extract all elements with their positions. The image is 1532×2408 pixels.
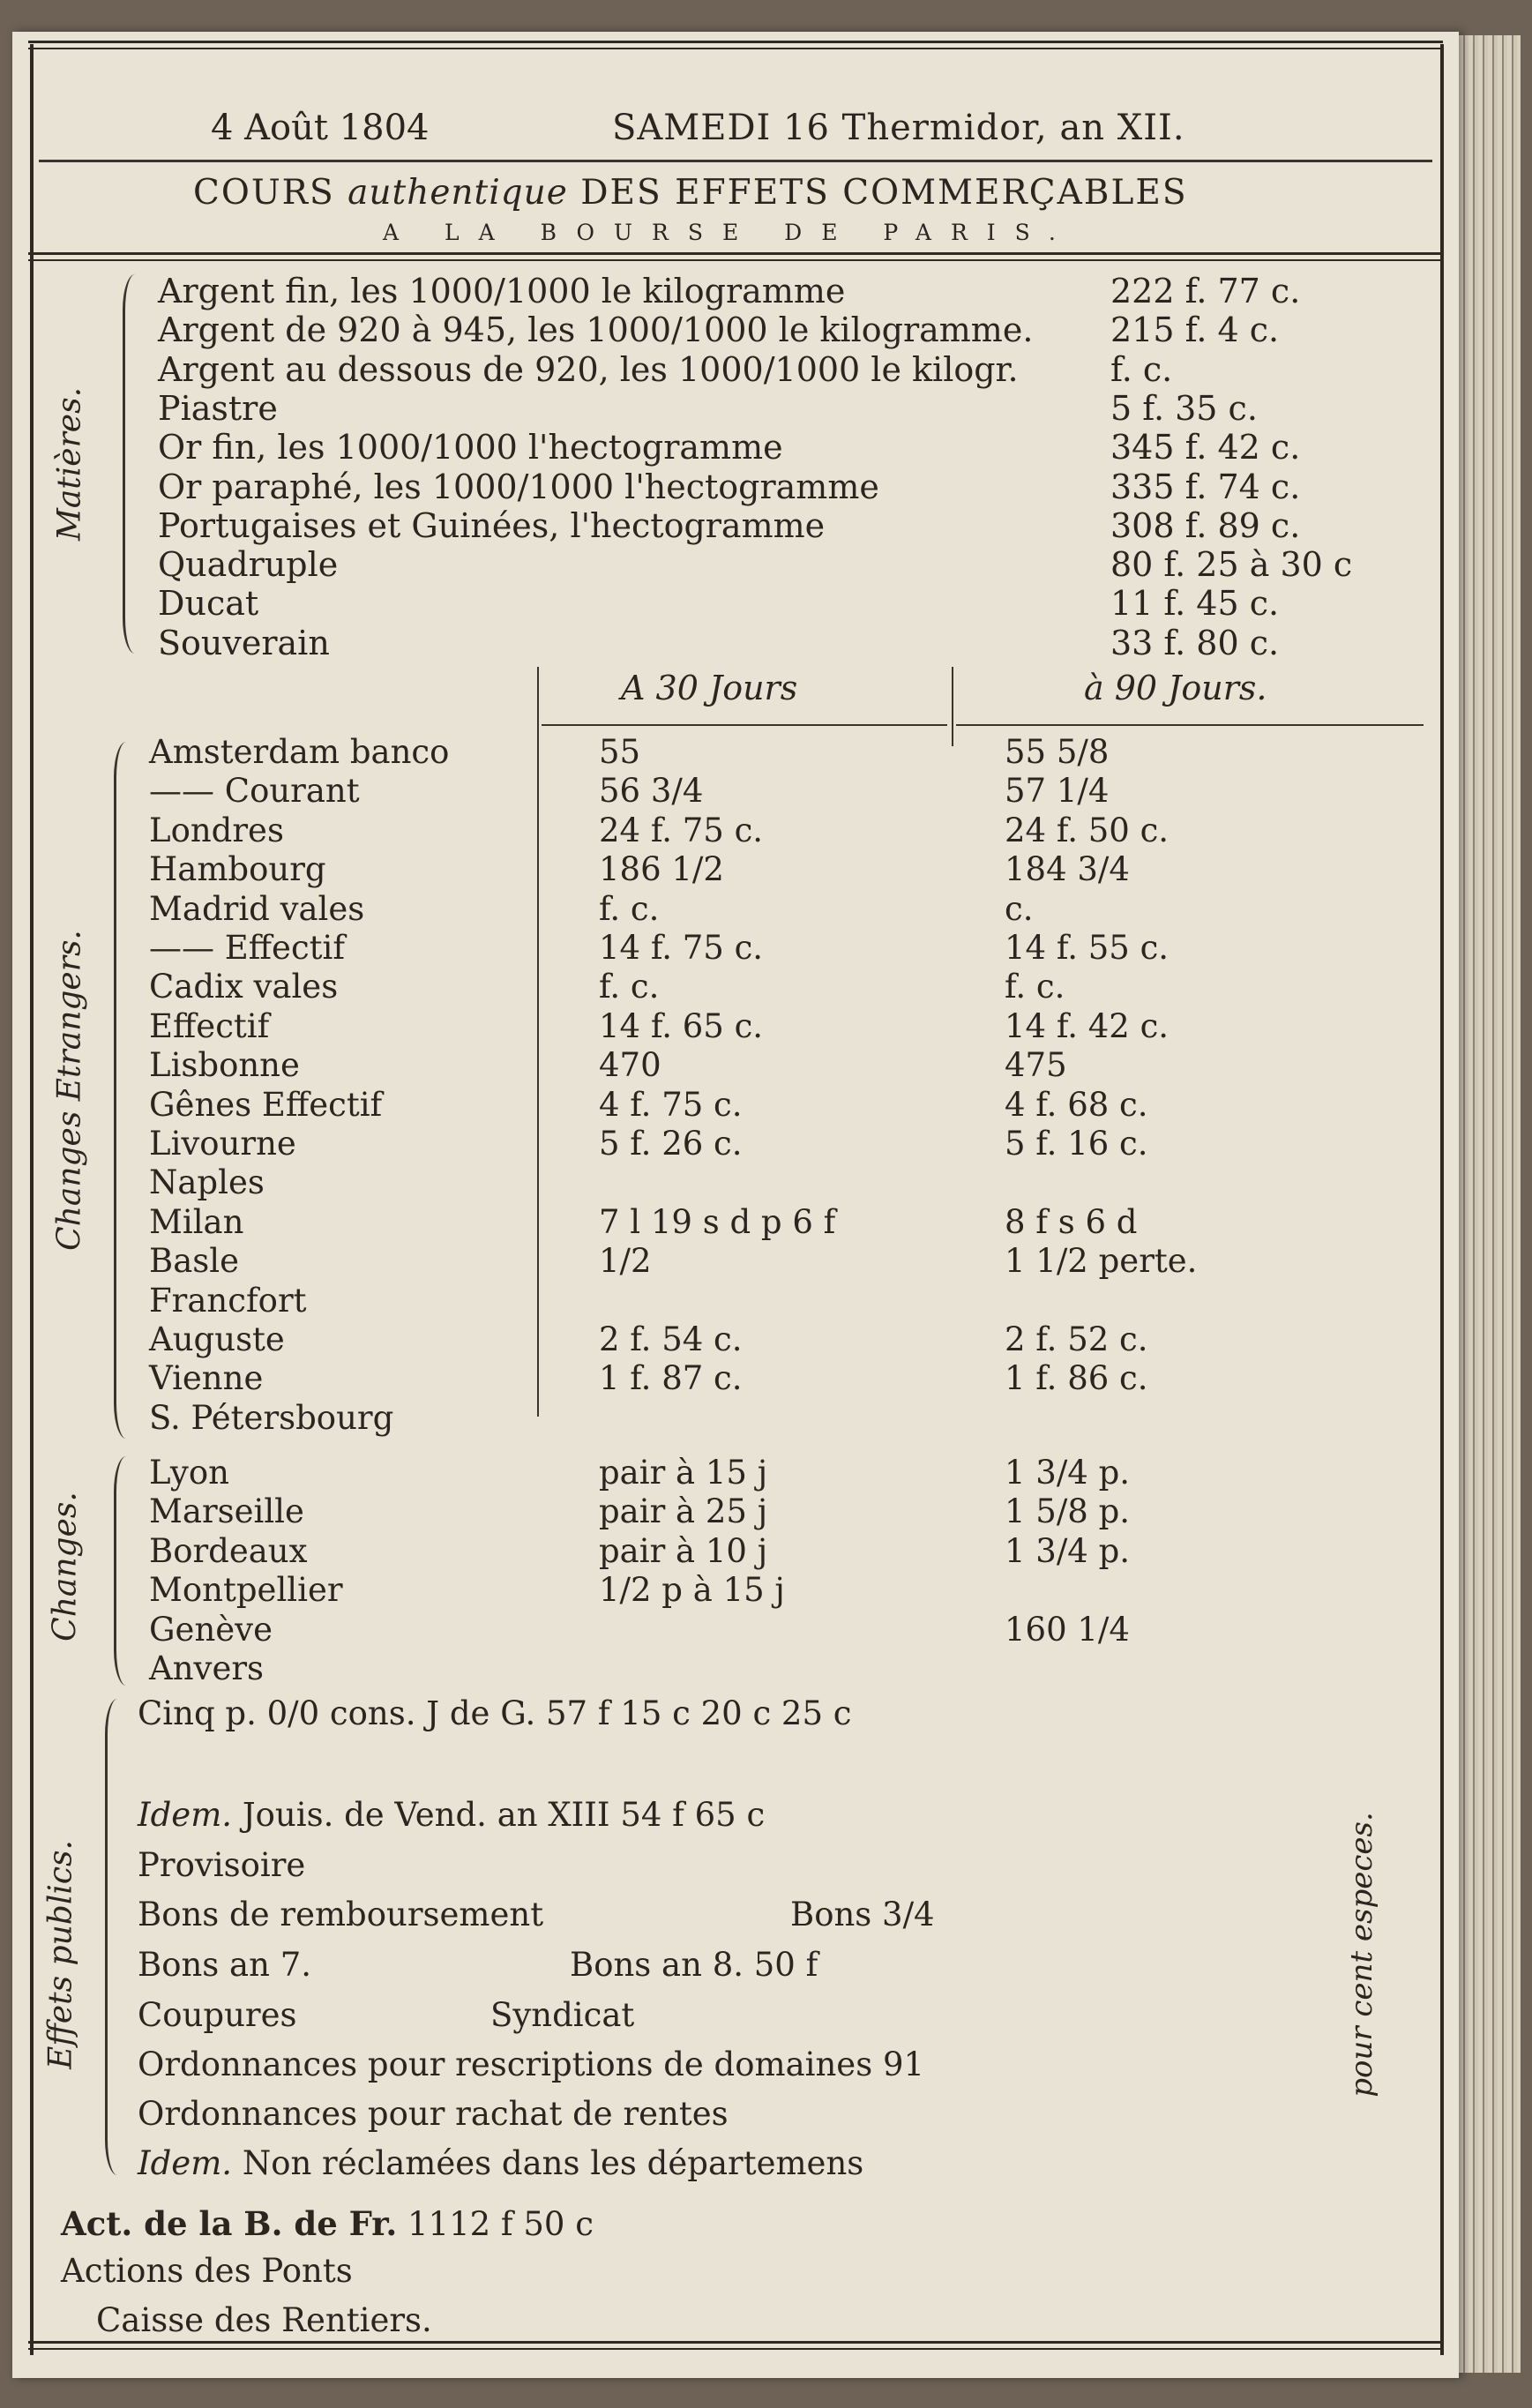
change-90-value: 14 f. 55 c. xyxy=(1005,929,1170,967)
page-subtitle: A LA BOURSE DE PARIS. xyxy=(383,220,1075,245)
effet-idem-non-reclamees xyxy=(138,2144,863,2182)
change-90-value: 1 3/4 p. xyxy=(1005,1454,1131,1492)
change-label: Vienne xyxy=(149,1359,264,1398)
matiere-label: Or paraphé, les 1000/1000 l'hectogramme xyxy=(158,467,879,506)
matiere-row xyxy=(158,428,1410,467)
change-label: Basle xyxy=(149,1242,239,1281)
change-30-value: pair à 25 j xyxy=(599,1492,768,1531)
title-part-2: authentique xyxy=(348,173,568,213)
matiere-value: 5 f. 35 c. xyxy=(1110,388,1258,428)
effet-idem-2-text: Non réclamées dans les départemens xyxy=(242,2144,864,2182)
matiere-label: Piastre xyxy=(158,388,278,428)
matiere-row xyxy=(158,584,1410,623)
brace-changes xyxy=(114,1456,129,1686)
change-90-value: 2 f. 52 c. xyxy=(1005,1320,1148,1358)
column-rule-90 xyxy=(956,724,1424,726)
matiere-label: Portugaises et Guinées, l'hectogramme xyxy=(158,505,826,545)
change-label: Anvers xyxy=(149,1649,265,1687)
page-title xyxy=(193,173,1188,213)
effet-idem-jouis xyxy=(138,1796,765,1834)
change-label: Gênes Effectif xyxy=(149,1085,383,1124)
change-30-value: f. c. xyxy=(599,889,660,928)
change-90-value: c. xyxy=(1005,889,1034,928)
change-etranger-row xyxy=(149,890,1419,929)
effet-bons-an8 xyxy=(570,1946,818,1984)
header-rule xyxy=(39,160,1432,162)
change-row xyxy=(149,1649,1419,1688)
change-row xyxy=(149,1571,1419,1610)
change-90-value: 8 f s 6 d xyxy=(1005,1202,1138,1241)
change-30-value: 1/2 p à 15 j xyxy=(599,1571,785,1610)
brace-matieres xyxy=(123,274,138,654)
change-label: Madrid vales xyxy=(149,889,365,928)
effet-idem-1-text: Jouis. de Vend. an XIII xyxy=(242,1796,610,1834)
change-row xyxy=(149,1492,1419,1531)
effet-cinq-value: 57 f 15 c 20 c 25 c xyxy=(545,1694,852,1732)
change-label: —— Courant xyxy=(149,772,360,811)
change-label: Londres xyxy=(149,811,284,849)
change-90-value: 5 f. 16 c. xyxy=(1005,1125,1148,1163)
title-rule xyxy=(28,252,1443,261)
change-etranger-row xyxy=(149,733,1419,772)
effet-bons-remb-value: Bons 3/4 xyxy=(790,1896,935,1933)
effet-bons-an xyxy=(138,1946,1020,1984)
title-part-3: DES EFFETS COMMERÇABLES xyxy=(580,173,1188,213)
effet-provisoire: Provisoire xyxy=(138,1846,306,1884)
section-label-changes-etrangers: Changes Etrangers. xyxy=(51,930,88,1251)
change-30-value: 1/2 xyxy=(599,1242,652,1281)
change-90-value: 14 f. 42 c. xyxy=(1005,1006,1170,1045)
title-part-1: COURS xyxy=(193,173,335,213)
effet-ordonnances-1 xyxy=(138,2045,924,2083)
change-90-value: 4 f. 68 c. xyxy=(1005,1085,1148,1124)
ledger-page xyxy=(12,32,1459,2378)
change-label: —— Effectif xyxy=(149,929,346,967)
bottom-rule xyxy=(28,2341,1443,2350)
effet-bons-remb xyxy=(138,1896,1020,1933)
effet-cinq xyxy=(138,1694,852,1732)
effet-ordonnances-1-label: Ordonnances pour rescriptions de domaines xyxy=(138,2045,873,2083)
header-day: SAMEDI 16 Thermidor, an XII. xyxy=(612,108,1185,148)
section-label-changes: Changes. xyxy=(47,1492,84,1641)
change-90-value: 55 5/8 xyxy=(1005,733,1110,771)
effet-idem-1-em: Idem. xyxy=(138,1796,233,1834)
side-note-pour-cent: pour cent especes. xyxy=(1344,1812,1379,2098)
column-header-90: à 90 Jours. xyxy=(1084,669,1267,707)
change-90-value: 1 f. 86 c. xyxy=(1005,1359,1148,1398)
matiere-row xyxy=(158,624,1410,662)
matiere-row xyxy=(158,350,1410,389)
change-90-value: 24 f. 50 c. xyxy=(1005,811,1170,849)
change-etranger-row xyxy=(149,1086,1419,1125)
change-90-value: 184 3/4 xyxy=(1005,850,1130,889)
change-label: Auguste xyxy=(149,1320,285,1358)
change-etranger-row xyxy=(149,968,1419,1006)
header-date: 4 Août 1804 xyxy=(211,108,430,148)
change-30-value: pair à 15 j xyxy=(599,1454,768,1492)
change-etranger-row xyxy=(149,850,1419,889)
change-label: Lisbonne xyxy=(149,1046,300,1085)
change-etranger-row xyxy=(149,1399,1419,1438)
change-label: Genève xyxy=(149,1610,273,1649)
matiere-value: 308 f. 89 c. xyxy=(1110,505,1301,545)
change-30-value: 5 f. 26 c. xyxy=(599,1125,743,1163)
change-etranger-row xyxy=(149,1242,1419,1281)
change-90-value: f. c. xyxy=(1005,968,1065,1006)
change-30-value: 14 f. 65 c. xyxy=(599,1006,764,1045)
change-30-value: 4 f. 75 c. xyxy=(599,1085,743,1124)
matiere-value: 335 f. 74 c. xyxy=(1110,467,1301,506)
matiere-value: 80 f. 25 à 30 c xyxy=(1110,545,1353,585)
matiere-label: Ducat xyxy=(158,584,259,624)
effet-bons-an8-label: Bons an 8. xyxy=(570,1946,744,1984)
footer-act xyxy=(61,2204,594,2243)
change-etranger-row xyxy=(149,1320,1419,1359)
change-row xyxy=(149,1611,1419,1649)
brace-effets-publics xyxy=(105,1699,120,2175)
change-label: Marseille xyxy=(149,1492,304,1531)
change-etranger-row xyxy=(149,1046,1419,1085)
footer-ponts: Actions des Ponts xyxy=(61,2252,353,2290)
column-rule-30 xyxy=(542,724,947,726)
effet-syndicat: Syndicat xyxy=(490,1996,635,2034)
change-etranger-row xyxy=(149,1282,1419,1320)
change-label: Francfort xyxy=(149,1281,307,1320)
section-label-matieres: Matières. xyxy=(51,386,88,542)
change-30-value: 2 f. 54 c. xyxy=(599,1320,743,1358)
section-label-effets-publics: Effets publics. xyxy=(42,1840,79,2069)
change-etranger-row xyxy=(149,1007,1419,1046)
change-30-value: 1 f. 87 c. xyxy=(599,1359,743,1398)
change-90-value: 475 xyxy=(1005,1046,1067,1085)
effet-ordonnances-2: Ordonnances pour rachat de rentes xyxy=(138,2095,729,2133)
change-label: Naples xyxy=(149,1163,265,1202)
change-30-value: pair à 10 j xyxy=(599,1531,768,1570)
change-90-value: 160 1/4 xyxy=(1005,1610,1130,1649)
change-row xyxy=(149,1454,1419,1492)
change-label: Livourne xyxy=(149,1125,296,1163)
change-90-value: 1 3/4 p. xyxy=(1005,1531,1131,1570)
top-rule xyxy=(28,41,1443,49)
matiere-value: f. c. xyxy=(1110,349,1173,389)
footer-caisse: Caisse des Rentiers. xyxy=(96,2301,432,2339)
effet-idem-2-em: Idem. xyxy=(138,2144,233,2182)
change-90-value: 1 5/8 p. xyxy=(1005,1492,1131,1531)
column-header-30: A 30 Jours xyxy=(621,669,798,707)
matiere-row xyxy=(158,389,1410,428)
change-label: Lyon xyxy=(149,1454,229,1492)
change-30-value: 14 f. 75 c. xyxy=(599,929,764,967)
effet-idem-1-value: 54 f 65 c xyxy=(620,1796,766,1834)
matiere-value: 11 f. 45 c. xyxy=(1110,584,1280,624)
change-label: Montpellier xyxy=(149,1571,343,1610)
change-30-value: 56 3/4 xyxy=(599,772,704,811)
matiere-row xyxy=(158,506,1410,545)
change-etranger-row xyxy=(149,1359,1419,1398)
page-edges xyxy=(1459,35,1521,2373)
effet-coupures xyxy=(138,1996,1020,2034)
effet-bons-an7: Bons an 7. xyxy=(138,1946,311,1984)
footer-act-value: 1112 f 50 c xyxy=(407,2205,594,2243)
change-label: Cadix vales xyxy=(149,968,339,1006)
change-label: Bordeaux xyxy=(149,1531,308,1570)
change-etranger-row xyxy=(149,772,1419,811)
matiere-value: 33 f. 80 c. xyxy=(1110,623,1280,662)
matiere-label: Argent fin, les 1000/1000 le kilogramme xyxy=(158,272,846,310)
matiere-row xyxy=(158,545,1410,584)
change-30-value: f. c. xyxy=(599,968,660,1006)
matiere-label: Or fin, les 1000/1000 l'hectogramme xyxy=(158,428,783,467)
change-90-value: 57 1/4 xyxy=(1005,772,1110,811)
change-30-value: 470 xyxy=(599,1046,661,1085)
change-label: Hambourg xyxy=(149,850,326,889)
footer-act-label: Act. de la B. de Fr. xyxy=(61,2204,398,2243)
matiere-row xyxy=(158,272,1410,310)
change-label: Amsterdam banco xyxy=(149,733,450,771)
change-90-value: 1 1/2 perte. xyxy=(1005,1242,1198,1281)
matiere-label: Souverain xyxy=(158,623,330,662)
matiere-value: 345 f. 42 c. xyxy=(1110,428,1301,467)
change-label: Milan xyxy=(149,1202,244,1241)
change-30-value: 186 1/2 xyxy=(599,850,724,889)
change-30-value: 24 f. 75 c. xyxy=(599,811,764,849)
matiere-label: Argent au dessous de 920, les 1000/1000 le kilogr. xyxy=(158,349,1019,389)
change-label: S. Pétersbourg xyxy=(149,1398,394,1437)
matiere-row xyxy=(158,467,1410,506)
effet-bons-an8-value: 50 f xyxy=(753,1946,818,1984)
effet-ordonnances-1-value: 91 xyxy=(882,2045,925,2083)
change-etranger-row xyxy=(149,929,1419,968)
matiere-label: Argent de 920 à 945, les 1000/1000 le kilogramme. xyxy=(158,310,1034,350)
change-etranger-row xyxy=(149,1163,1419,1202)
effet-coupures-label: Coupures xyxy=(138,1996,297,2034)
matiere-label: Quadruple xyxy=(158,545,339,585)
change-row xyxy=(149,1532,1419,1571)
change-etranger-row xyxy=(149,811,1419,850)
change-30-value: 7 l 19 s d p 6 f xyxy=(599,1202,836,1241)
change-etranger-row xyxy=(149,1125,1419,1163)
effet-cinq-label: Cinq p. 0/0 cons. J de G. xyxy=(138,1694,536,1732)
change-30-value: 55 xyxy=(599,733,641,771)
effet-bons-remb-label: Bons de remboursement xyxy=(138,1896,544,1933)
brace-changes-etrangers xyxy=(114,742,129,1439)
change-label: Effectif xyxy=(149,1006,270,1045)
change-etranger-row xyxy=(149,1203,1419,1242)
matiere-value: 215 f. 4 c. xyxy=(1110,310,1280,350)
matiere-value: 222 f. 77 c. xyxy=(1110,272,1301,310)
matiere-row xyxy=(158,310,1410,349)
